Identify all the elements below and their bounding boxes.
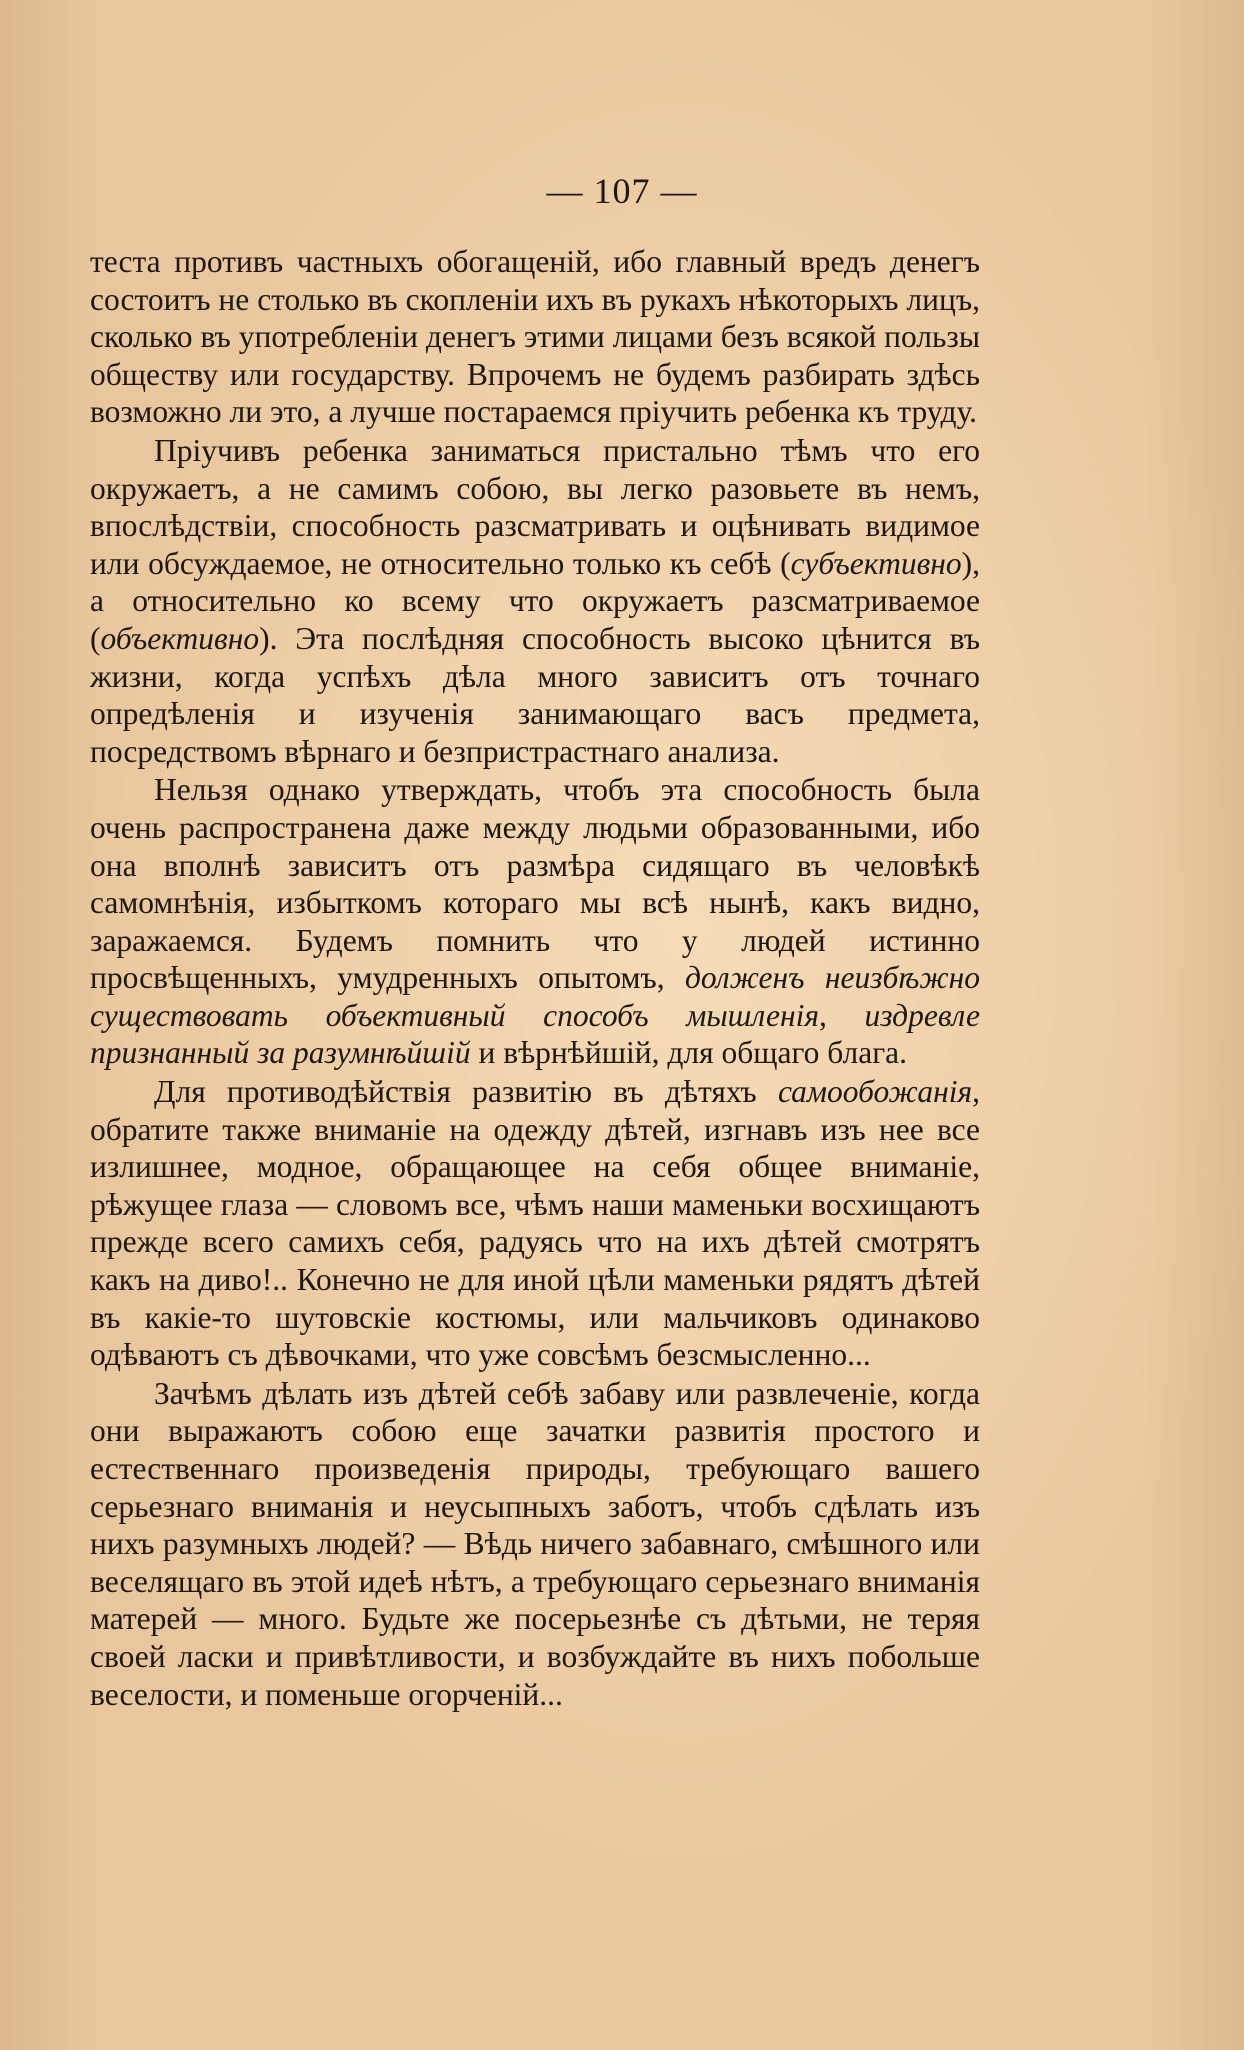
- paragraph: [90, 1375, 980, 1713]
- text-run: ). Эта послѣдняя способность высоко цѣнится въ жизни, когда успѣхъ дѣла много зависитъ отъ точнаго опредѣленiя и изученiя занимающаго васъ предмета, посредствомъ вѣрнаго и безпристрастнаго анализа.: [90, 620, 980, 769]
- italic-text: долженъ неизбѣжно существовать объективный способъ мышленiя: [90, 960, 981, 1033]
- paragraph: [90, 1073, 980, 1374]
- text-run: Нельзя однако утверждать, чтобъ эта способность была очень распространена даже между людьми образованными, ибо она вполнѣ зависитъ отъ размѣра сидящаго въ человѣкѣ самомнѣнiя, избыткомъ котораго мы всѣ нынѣ, какъ видно, заражаемся. Будемъ помнить что у людей истинно просвѣщенныхъ, умудренныхъ опытомъ,: [90, 772, 980, 996]
- paragraph: [90, 771, 980, 1072]
- page-number: — 107 —: [546, 171, 698, 211]
- text-run: Прiучивъ ребенка заниматься пристально тѣмъ что его окружаетъ, а не самимъ собою, вы легко разовьете въ немъ, впослѣдствiи, способность разсматривать и оцѣнивать видимое или обсуждаемое, не относительно только къ себѣ (: [90, 432, 980, 581]
- italic-text: самообожанiя: [777, 1074, 973, 1110]
- italic-text: издревле признанный за разумнѣйшiй: [90, 997, 980, 1071]
- text-run: теста противъ частныхъ обогащенiй, ибо главный вредъ денегъ состоитъ не столько въ скопленiи ихъ въ рукахъ нѣкоторыхъ лицъ, сколько въ употребленiи денегъ этими лицами безъ всякой пользы обществу или государству. Впрочемъ не будемъ разбирать здѣсь возможно ли это, а лучше постараемся прiучить ребенка къ труду.: [90, 244, 980, 430]
- body-text: [90, 243, 980, 1713]
- paragraph: [90, 432, 980, 770]
- paragraph: [90, 243, 980, 431]
- italic-text: субъективно: [790, 545, 962, 581]
- text-run: Зачѣмъ дѣлать изъ дѣтей себѣ забаву или развлеченiе, когда они выражаютъ собою еще зачатки развитiя простого и естественнаго произведенiя природы, требующаго вашего серьезнаго вниманiя и неусыпныхъ заботъ, чтобъ сдѣлать изъ нихъ разумныхъ людей? — Вѣдь ничего забавнаго, смѣшного или веселящаго въ этой идеѣ нѣтъ, а требующаго серьезнаго вниманiя матерей — много. Будьте же посерьезнѣе съ дѣтьми, не теряя своей ласки и привѣтливости, и возбуждайте въ нихъ побольше веселости, и поменьше огорченiй...: [90, 1375, 980, 1712]
- text-run: и вѣрнѣйшiй, для общаго блага.: [470, 1035, 907, 1071]
- text-run: ,: [818, 997, 865, 1033]
- text-run: Для противодѣйствiя развитiю въ дѣтяхъ: [154, 1074, 778, 1110]
- text-run: ), а относительно ко всему что окружаетъ разсматриваемое (: [90, 545, 980, 656]
- text-run: , обратите также вниманiе на одежду дѣтей, изгнавъ изъ нее все излишнее, модное, обращающее на себя общее вниманiе, рѣжущее глаза — словомъ все, чѣмъ наши маменьки восхищаютъ прежде всего самихъ себя, радуясь что на ихъ дѣтей смотрятъ какъ на диво!.. Конечно не для иной цѣли маменьки рядятъ дѣтей въ какiе-то шутовскiе костюмы, или мальчиковъ одинаково одѣваютъ съ дѣвочками, что уже совсѣмъ безсмысленно...: [90, 1074, 980, 1373]
- italic-text: объективно: [100, 620, 260, 656]
